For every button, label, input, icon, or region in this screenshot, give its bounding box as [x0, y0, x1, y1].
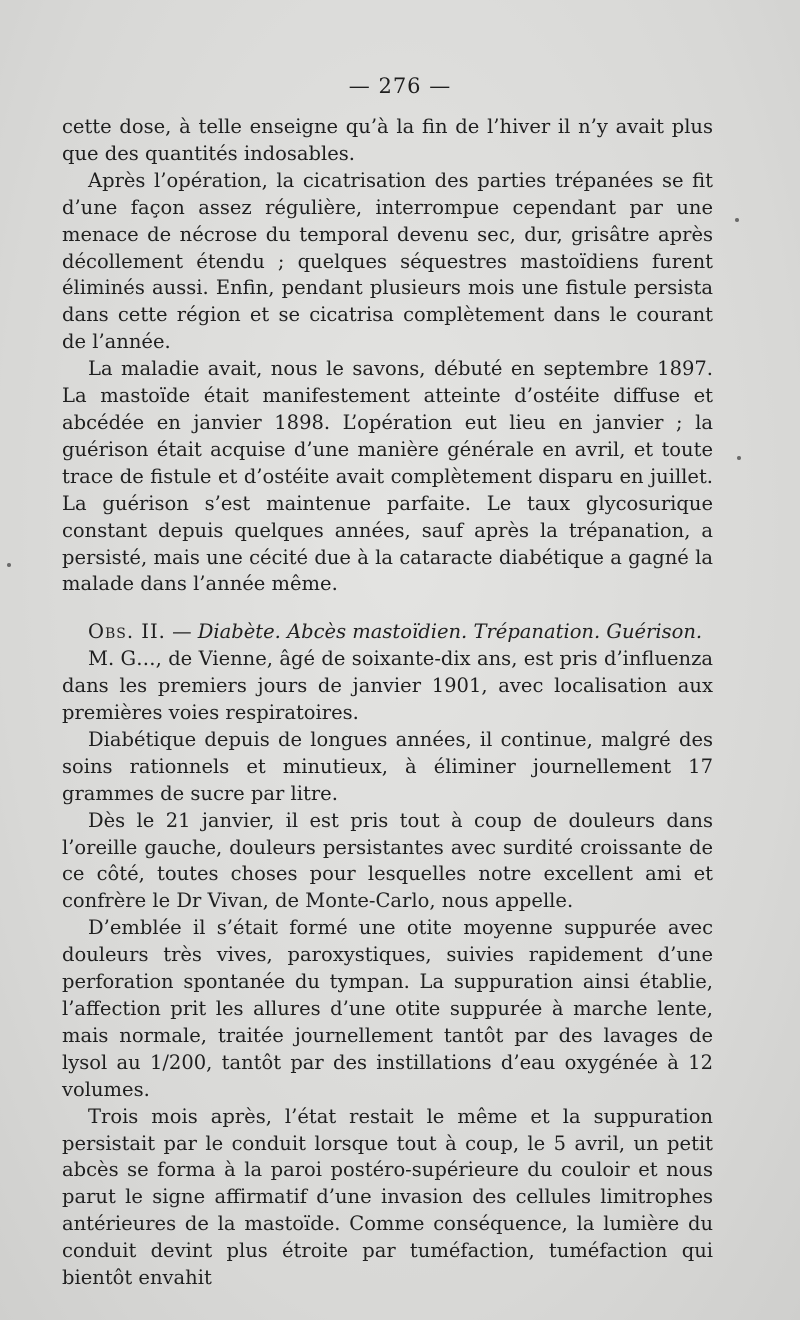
page-number: — 276 —	[348, 74, 452, 98]
paragraph-ear-pain: Dès le 21 janvier, il est pris tout à coup de douleurs dans l’oreille gauche, douleurs persistantes avec surdité croissante de ce côté, toutes choses pour lesquelles notre excellent ami et confrère le Dr Vivan, de Monte-Carlo, nous appelle.	[62, 808, 713, 913]
paragraph-otitis: D’emblée il s’était formé une otite moyenne suppurée avec douleurs très vives, paroxystiques, suivies rapidement d’une perforation spontanée du tympan. La suppuration ainsi établie, l’affection prit les allures d’une otite suppurée à marche lente, mais normale, traitée journellement tantôt par des lavages de lysol au 1/200, tantôt par des instillations d’eau oxygénée à 12 volumes.	[62, 916, 713, 1101]
paragraph-diabetes: Diabétique depuis de longues années, il continue, malgré des soins rationnels et minutieux, à éliminer journellement 17 grammes de sucre par litre.	[62, 727, 713, 805]
paragraph-healing: Après l’opération, la cicatrisation des parties trépanées se fit d’une façon assez régulière, interrompue cependant par une menace de nécrose du temporal devenu sec, dur, grisâtre après décollement étendu ; quelques séquestres mastoïdiens furent éliminés aussi. Enfin, pendant plusieurs mois une fistule persista dans cette région et se cicatrisa complètement dans le courant de l’année.	[62, 168, 713, 354]
paragraph-abscess: Trois mois après, l’état restait le même et la suppuration persistait par le conduit lorsque tout à coup, le 5 avril, un petit abcès se forma à la paroi postéro-supérieure du couloir et nous parut le signe affirmatif d’une invasion des cellules limitrophes antérieures de la mastoïde. Comme conséquence, la lumière du conduit devint plus étroite par tuméfaction, tuméfaction qui bientôt envahit	[62, 1104, 713, 1290]
observation-label: Obs. II.	[88, 620, 166, 644]
observation-dash: —	[165, 620, 198, 644]
paragraph-disease-course: La maladie avait, nous le savons, débuté en septembre 1897. La mastoïde était manifestement atteinte d’ostéite diffuse et abcédée en janvier 1898. L’opération eut lieu en janvier ; la guérison était acquise d’une manière générale en avril, et toute trace de fistule et d’ostéite avait complètement disparu en juillet. La guérison s’est maintenue parfaite. Le taux glycosurique constant depuis quelques années, sauf après la trépanation, a persisté, mais une cécité due à la cataracte diabétique a gagné la malade dans l’année même.	[62, 357, 713, 596]
body-text	[62, 114, 713, 1292]
paragraph-patient-intro: M. G…, de Vienne, âgé de soixante-dix ans, est pris d’influenza dans les premiers jours de janvier 1901, avec localisation aux premières voies respiratoires.	[62, 647, 713, 725]
paper-speck	[735, 218, 739, 222]
paper-speck	[7, 563, 11, 567]
section-gap	[62, 598, 713, 619]
paper-speck	[737, 456, 741, 460]
observation-heading	[62, 619, 713, 646]
observation-title: Diabète. Abcès mastoïdien. Trépanation. Guérison.	[197, 620, 703, 644]
paragraph-continuation: cette dose, à telle enseigne qu’à la fin de l’hiver il n’y avait plus que des quantités indosables.	[62, 115, 713, 165]
